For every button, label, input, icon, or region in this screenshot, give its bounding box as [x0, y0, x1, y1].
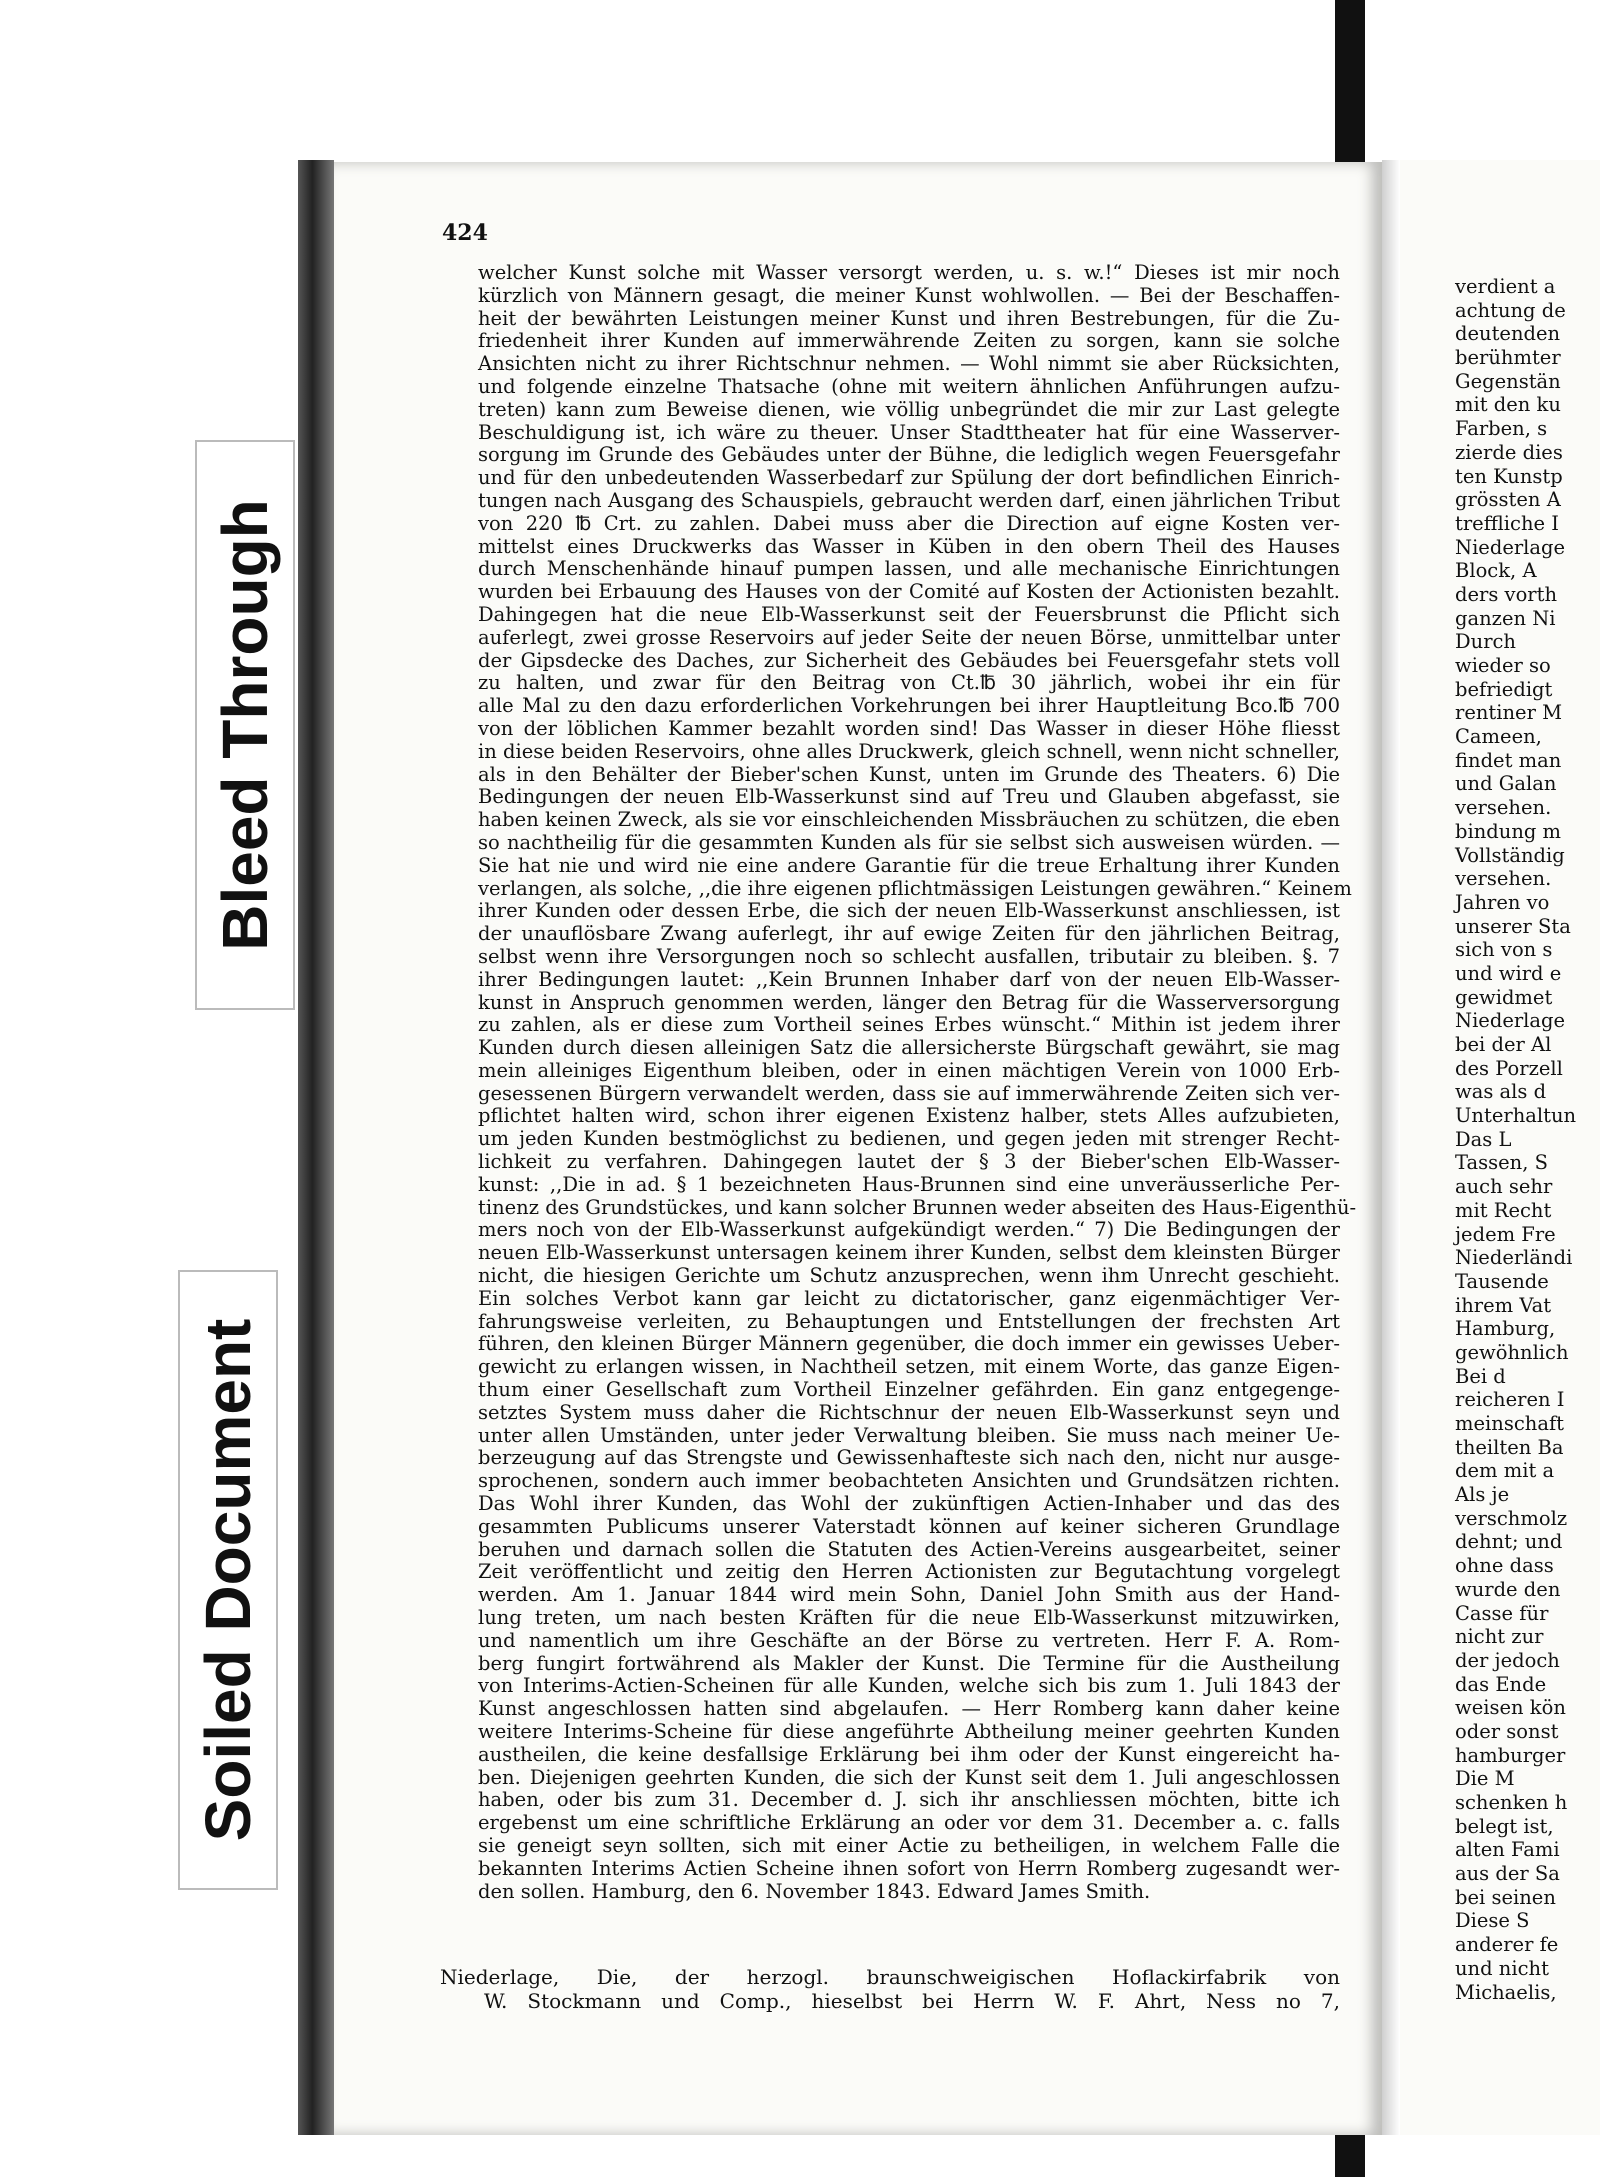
text-line: welcher Kunst solche mit Wasser versorgt werden, u. s. w.!“ Dieses ist mir noch	[478, 261, 1340, 284]
text-line: ganzen Ni	[1455, 606, 1556, 630]
text-line: Bei d	[1455, 1364, 1506, 1388]
text-line: setztes System muss daher die Richtschnur der neuen Elb-Wasserkunst seyn und	[478, 1400, 1340, 1424]
text-line: Ein solches Verbot kann gar leicht zu dictatorischer, ganz eigenmächtiger Ver-	[478, 1286, 1340, 1310]
text-line: nicht, die hiesigen Gerichte um Schutz anzusprechen, wenn ihm Unrecht geschieht.	[478, 1264, 1340, 1288]
text-line: findet man	[1455, 748, 1562, 772]
text-line: thum einer Gesellschaft zum Vortheil Einzelner gefährden. Ein ganz entgegenge-	[478, 1378, 1340, 1402]
text-line: Niederlage	[1455, 535, 1566, 559]
text-line: weisen kön	[1455, 1696, 1566, 1720]
text-line: und nicht	[1455, 1956, 1549, 1980]
text-line: berzeugung auf das Strengste und Gewissenhafteste sich nach den, nicht nur ausge-	[478, 1446, 1340, 1470]
text-line: alten Fami	[1455, 1838, 1560, 1862]
text-line: verlangen, als solche, ,,die ihre eigenen pflichtmässigen Leistungen gewähren.“ Keinem	[478, 876, 1352, 900]
right-page-text	[1455, 275, 1600, 2004]
text-line: wieder so	[1455, 654, 1551, 677]
text-line: gesammten Publicums unserer Vaterstadt können auf keiner sicheren Grundlage	[478, 1514, 1340, 1538]
text-line: verdient a	[1455, 275, 1556, 298]
entry-line: W. Stockmann und Comp., hieselbst bei Herrn W. F. Ahrt, Ness no 7,	[484, 1989, 1340, 2013]
text-line: so nachtheilig für die gesammten Kunden als für sie selbst sich ausweisen würden. —	[478, 830, 1340, 854]
text-line: berg fungirt fortwährend als Makler der Kunst. Die Termine für die Austheilung	[478, 1651, 1340, 1675]
text-line: des Porzell	[1455, 1056, 1563, 1080]
text-line: und folgende einzelne Thatsache (ohne mit weitern ähnlichen Anführungen aufzu-	[478, 374, 1340, 398]
text-line: neuen Elb-Wasserkunst untersagen keinem ihrer Kunden, selbst dem kleinsten Bürger	[478, 1241, 1340, 1265]
text-line: Zeit veröffentlicht und zeitig den Herren Actionisten zur Begutachtung vorgelegt	[478, 1560, 1340, 1584]
entry-niederlage	[440, 1965, 1340, 2013]
text-line: beruhen und darnach sollen die Statuten des Actien-Vereins ausgearbeitet, seiner	[478, 1537, 1340, 1561]
text-line: das Ende	[1455, 1672, 1547, 1696]
text-line: rentiner M	[1455, 701, 1563, 725]
text-line: in diese beiden Reservoirs, ohne alles Druckwerk, gleich schnell, wenn nicht schneller,	[478, 739, 1340, 763]
text-line: Dahingegen hat die neue Elb-Wasserkunst seit der Feuersbrunst die Pflicht sich	[478, 602, 1340, 626]
text-line: kürzlich von Männern gesagt, die meiner Kunst wohlwollen. — Bei der Beschaffen-	[478, 283, 1340, 307]
label-soiled-document-text: Soiled Document	[192, 1318, 264, 1842]
text-line: tungen nach Ausgang des Schauspiels, gebraucht werden darf, einen jährlichen Tribut	[478, 488, 1340, 512]
text-line: jedem Fre	[1455, 1222, 1556, 1246]
text-line: gewicht zu erlangen wissen, in Nachtheil setzen, mit einem Worte, das ganze Eigen-	[478, 1355, 1340, 1379]
text-line: treten) kann zum Beweise dienen, wie völlig unbegründet die mir zur Last gelegte	[478, 397, 1340, 421]
text-line: Unterhaltun	[1455, 1104, 1577, 1128]
text-line: Hamburg,	[1455, 1317, 1556, 1341]
text-line: ihrem Vat	[1455, 1293, 1552, 1317]
text-line: ergebenst um eine schriftliche Erklärung an oder vor dem 31. December a. c. falls	[478, 1811, 1340, 1835]
text-line: hamburger	[1455, 1743, 1566, 1767]
page-edge-shadow	[298, 160, 334, 2135]
text-line: kunst: ,,Die in ad. § 1 bezeichneten Haus-Brunnen sind eine unveräusserliche Per-	[478, 1172, 1340, 1196]
text-line: Tausende	[1455, 1269, 1549, 1293]
text-line: werden. Am 1. Januar 1844 wird mein Sohn, Daniel John Smith aus der Hand-	[478, 1583, 1340, 1607]
text-line: was als d	[1455, 1080, 1547, 1104]
text-line: nicht zur	[1455, 1625, 1544, 1649]
text-line: friedenheit ihrer Kunden auf immerwährende Zeiten zu sorgen, kann sie solche	[478, 329, 1340, 353]
text-line: durch Menschenhände hinauf pumpen lassen, und alle mechanische Einrichtungen	[478, 557, 1340, 581]
text-line: wurden bei Erbauung des Hauses von der Comité auf Kosten der Actionisten bezahlt.	[478, 580, 1340, 604]
text-line: der jedoch	[1455, 1648, 1560, 1672]
text-line: pflichtet halten wird, schon ihrer eigenen Existenz halber, stets Alles aufzubieten,	[478, 1104, 1340, 1128]
text-line: Casse für	[1455, 1601, 1549, 1625]
text-line: zierde dies	[1455, 440, 1563, 464]
text-line: heit der bewährten Leistungen meiner Kunst und ihren Bestrebungen, für die Zu-	[478, 306, 1340, 330]
text-line: ihrer Bedingungen lautet: ,,Kein Brunnen Inhaber darf von der neuen Elb-Wasser-	[478, 967, 1340, 991]
text-line: gewöhnlich	[1455, 1340, 1569, 1364]
text-line: haben, oder bis zum 31. December d. J. sich ihr anschliessen möchten, bitte ich	[478, 1788, 1340, 1812]
text-line: auch sehr	[1455, 1175, 1553, 1199]
text-line: deutenden	[1455, 322, 1561, 346]
text-line: kunst in Anspruch genommen werden, länger den Betrag für die Wasserversorgung	[478, 990, 1340, 1014]
text-line: Michaelis,	[1455, 1980, 1557, 2004]
text-line: Diese S	[1455, 1909, 1530, 1933]
text-line: tinenz des Grundstückes, und kann solcher Brunnen weder abseiten des Haus-Eigenthü-	[478, 1195, 1357, 1219]
text-line: und Galan	[1455, 772, 1557, 796]
text-line: anderer fe	[1455, 1933, 1559, 1957]
text-line: aus der Sa	[1455, 1862, 1560, 1886]
text-line: lung treten, um nach besten Kräften für die neue Elb-Wasserkunst mitzuwirken,	[478, 1606, 1340, 1630]
text-line: Gegenstän	[1455, 369, 1561, 393]
text-line: befriedigt	[1455, 677, 1553, 701]
text-line: achtung de	[1455, 298, 1566, 322]
label-soiled-document	[178, 1270, 278, 1890]
text-line: haben keinen Zweck, als sie vor einschleichenden Missbräuchen zu schützen, die eben	[478, 808, 1340, 832]
text-line: Vollständig	[1455, 843, 1565, 867]
text-line: Tassen, S	[1455, 1151, 1548, 1175]
text-line: sorgung im Grunde des Gebäudes unter der Bühne, die lediglich wegen Feuersgefahr	[478, 443, 1340, 467]
text-line: Beschuldigung ist, ich wäre zu theuer. Unser Stadttheater hat für eine Wasserver-	[478, 420, 1340, 444]
text-line: bei seinen	[1455, 1885, 1556, 1909]
page-gutter	[1382, 160, 1400, 2135]
text-line: berühmter	[1455, 346, 1561, 370]
label-bleed-through	[195, 440, 295, 1010]
text-line: von 220 ℔ Crt. zu zahlen. Dabei muss aber die Direction auf eigne Kosten ver-	[478, 511, 1340, 535]
text-line: Die M	[1455, 1767, 1515, 1791]
text-line: Cameen,	[1455, 725, 1542, 749]
text-line: ihrer Kunden oder dessen Erbe, die sich der neuen Elb-Wasserkunst anschliessen, ist	[478, 899, 1340, 923]
text-line: Als je	[1455, 1483, 1510, 1507]
text-line: und namentlich um ihre Geschäfte an der Börse zu vertreten. Herr F. A. Rom-	[478, 1628, 1340, 1652]
text-line: führen, den kleinen Bürger Männern gegenüber, die doch immer ein gewisses Ueber-	[478, 1332, 1340, 1356]
body-text	[478, 261, 1357, 1903]
page-number: 424	[442, 220, 488, 246]
text-line: alle Mal zu den dazu erforderlichen Vorkehrungen bei ihrer Hauptleitung Bco.℔ 700	[478, 694, 1340, 718]
text-line: versehen.	[1455, 796, 1552, 820]
text-line: mit den ku	[1455, 393, 1561, 417]
text-line: um jeden Kunden bestmöglichst zu bedienen, und gegen jeden mit strenger Recht-	[478, 1127, 1340, 1151]
text-line: weitere Interims-Scheine für diese angeführte Abtheilung meiner geehrten Kunden	[478, 1720, 1340, 1743]
text-line: selbst wenn ihre Versorgungen noch so schlecht ausfallen, tributair zu bleiben. §. 7	[478, 944, 1340, 968]
text-line: ben. Diejenigen geehrten Kunden, die sich der Kunst seit dem 1. Juli angeschlossen	[478, 1765, 1340, 1789]
text-line: mers noch von der Elb-Wasserkunst aufgekündigt werden.“ 7) Die Bedingungen der	[478, 1218, 1340, 1242]
book-edge-top	[1335, 0, 1365, 165]
text-line: schenken h	[1455, 1791, 1568, 1814]
text-line: der unauflösbare Zwang auferlegt, ihr auf ewige Zeiten für den jährlichen Beitrag,	[478, 922, 1340, 946]
text-line: Jahren vo	[1455, 890, 1550, 914]
text-line: Das L	[1455, 1127, 1512, 1151]
text-line: Das Wohl ihrer Kunden, das Wohl der zukünftigen Actien-Inhaber und das des	[478, 1492, 1340, 1516]
text-line: auferlegt, zwei grosse Reservoirs auf jeder Seite der neuen Börse, unmittelbar unter	[478, 625, 1340, 649]
text-line: sich von s	[1455, 938, 1553, 962]
text-line: Kunden durch diesen alleinigen Satz die allersicherste Bürgschaft gewährt, sie mag	[478, 1036, 1340, 1060]
text-line: ders vorth	[1455, 582, 1558, 606]
text-line: Sie hat nie und wird nie eine andere Garantie für die treue Erhaltung ihrer Kunden	[478, 853, 1340, 877]
text-line: Niederländi	[1455, 1246, 1573, 1270]
text-line: als in den Behälter der Bieber'schen Kunst, unten im Grunde des Theaters. 6) Die	[478, 762, 1340, 786]
text-line: versehen.	[1455, 867, 1552, 891]
text-line: Bedingungen der neuen Elb-Wasserkunst sind auf Treu und Glauben abgefasst, sie	[478, 785, 1340, 809]
text-line: Block, A	[1455, 559, 1537, 583]
text-line: Durch	[1455, 630, 1516, 654]
text-line: Ansichten nicht zu ihrer Richtschnur nehmen. — Wohl nimmt sie aber Rücksichten,	[478, 352, 1340, 376]
text-line: dehnt; und	[1455, 1530, 1563, 1554]
text-line: austheilen, die keine desfallsige Erklärung bei ihm oder der Kunst eingereicht ha-	[478, 1742, 1340, 1766]
text-line: fahrungsweise verleiten, zu Behauptungen und Entstellungen der frechsten Art	[478, 1309, 1340, 1333]
text-line: bindung m	[1455, 819, 1562, 843]
text-line: mein alleiniges Eigenthum bleiben, oder in einen mächtigen Verein von 1000 Erb-	[478, 1058, 1340, 1082]
text-line: dem mit a	[1455, 1459, 1555, 1483]
text-line: mittelst eines Druckwerks das Wasser in Küben in den obern Theil des Hauses	[478, 534, 1340, 558]
text-line: von der löblichen Kammer bezahlt worden sind! Das Wasser in dieser Höhe fliesst	[478, 716, 1340, 740]
text-line: zu zahlen, als er diese zum Vortheil seines Erbes wünscht.“ Mithin ist jedem ihrer	[478, 1013, 1340, 1037]
text-line: ohne dass	[1455, 1554, 1554, 1578]
text-line: sie geneigt seyn sollten, sich mit einer Actie zu betheiligen, in welchem Falle die	[478, 1833, 1340, 1857]
text-line: bekannten Interims Actien Scheine ihnen sofort von Herrn Romberg zugesandt wer-	[478, 1856, 1340, 1880]
text-line: unter allen Umständen, unter jeder Verwaltung bleiben. Sie muss nach meiner Ue-	[478, 1423, 1340, 1447]
text-line: Farben, s	[1455, 417, 1548, 441]
text-line: zu halten, und zwar für den Beitrag von Ct.℔ 30 jährlich, wobei ihr ein für	[478, 671, 1340, 695]
text-line: und wird e	[1455, 961, 1562, 985]
text-line: gewidmet	[1455, 985, 1553, 1009]
text-line: verschmolz	[1455, 1506, 1568, 1530]
text-line: reicheren I	[1455, 1388, 1565, 1412]
text-line: ten Kunstp	[1455, 464, 1563, 488]
text-line: meinschaft	[1455, 1412, 1564, 1435]
text-line: sprochenen, sondern auch immer beobachteten Ansichten und Grundsätzen richten.	[478, 1469, 1340, 1493]
label-bleed-through-text: Bleed Through	[209, 499, 281, 951]
text-line: bei der Al	[1455, 1033, 1552, 1056]
entry-line: Niederlage, Die, der herzogl. braunschweigischen Hoflackirfabrik von	[440, 1965, 1340, 1989]
text-line: den sollen. Hamburg, den 6. November 1843. Edward James Smith.	[478, 1879, 1151, 1903]
text-line: treffliche I	[1455, 511, 1559, 535]
text-line: belegt ist,	[1455, 1814, 1554, 1838]
text-line: Niederlage	[1455, 1009, 1566, 1033]
text-line: unserer Sta	[1455, 914, 1571, 938]
text-line: von Interims-Actien-Scheinen für alle Kunden, welche sich bis zum 1. Juli 1843 der	[478, 1674, 1340, 1698]
text-line: und für den unbedeutenden Wasserbedarf zur Spülung der dort befindlichen Einrich-	[478, 466, 1340, 490]
text-line: mit Recht	[1455, 1198, 1552, 1222]
text-line: gesessenen Bürgern verwandelt werden, dass sie auf immerwährende Zeiten sich ver-	[478, 1081, 1340, 1105]
text-line: oder sonst	[1455, 1719, 1559, 1743]
text-line: lichkeit zu verfahren. Dahingegen lautet der § 3 der Bieber'schen Elb-Wasser-	[478, 1150, 1340, 1174]
text-line: Kunst angeschlossen hatten sind abgelaufen. — Herr Romberg kann daher keine	[478, 1697, 1340, 1721]
text-line: wurde den	[1455, 1577, 1561, 1601]
text-line: der Gipsdecke des Daches, zur Sicherheit des Gebäudes bei Feuersgefahr stets voll	[478, 648, 1340, 672]
text-line: theilten Ba	[1455, 1435, 1564, 1459]
text-line: grössten A	[1455, 488, 1561, 512]
